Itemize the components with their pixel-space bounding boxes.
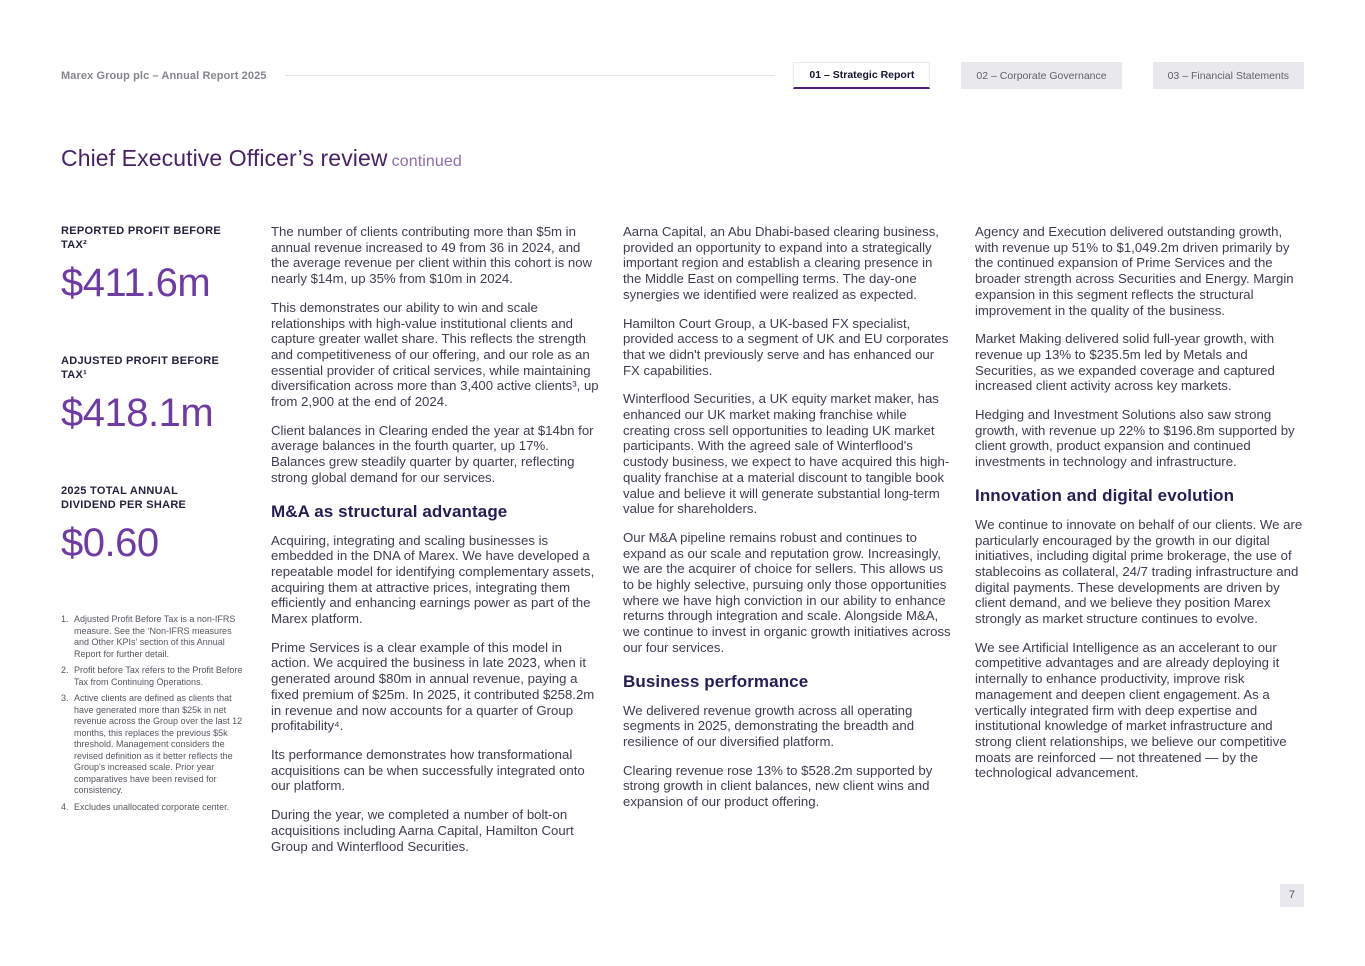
paragraph: Clearing revenue rose 13% to $528.2m supported by strong growth in client balances, new client wins and expansion of our product offering. (623, 762, 933, 810)
stat-value: $418.1m (61, 391, 214, 435)
text-column-2 (623, 224, 951, 867)
paragraph: Prime Services is a clear example of this model in action. We acquired the business in late 2023, when it generated around $80m in annual revenue, paying a fixed premium of $25m. In 2025, it contributed $258.2m in revenue and now accounts for a quarter of Group profitability⁴. (271, 639, 595, 734)
section-tabs (793, 62, 1304, 89)
stat-label: ADJUSTED PROFIT BEFORE TAX¹ (61, 355, 220, 381)
tab-strategic-report[interactable]: 01 – Strategic Report (793, 62, 930, 89)
stat-reported-profit (61, 224, 247, 304)
paragraph: Market Making delivered solid full-year growth, with revenue up 13% to $235.5m led by Metals and Securities, as we expanded coverage and captured increased client activity across key markets. (975, 331, 1275, 394)
stat-value: $411.6m (61, 261, 211, 305)
section-heading-business-performance: Business performance (623, 671, 809, 691)
paragraph: Hedging and Investment Solutions also saw strong growth, with revenue up 22% to $196.8m supported by client growth, product expansion and continued investments in technology and infrastructure. (975, 407, 1295, 470)
paragraph: We continue to innovate on behalf of our clients. We are particularly encouraged by the growth in our digital initiatives, including digital prime brokerage, the use of stablecoins as collateral, 24/7 trading infrastructure and digital payments. These developments are driven by client demand, and we believe they position Marex strongly as market structure continues to evolve. (975, 516, 1303, 627)
footnote-text: Excludes unallocated corporate center. (74, 801, 230, 812)
paragraph: Client balances in Clearing ended the year at $14bn for average balances in the fourth quarter, up 17%. Balances grew steadily quarter by quarter, reflecting strong global demand for our services. (271, 422, 594, 485)
footnote-text: Active clients are defined as clients that have generated more than $25k in net revenue across the Group over the last 12 months, this replaces the previous $5k threshold. Management considers the revised definition as it better reflects the Group's increased scale. Prior year comparatives have been revised for consistency. (74, 693, 243, 795)
footnote-1 (61, 614, 247, 660)
footnote-number: 4. (61, 801, 69, 812)
footnote-text: Adjusted Profit Before Tax is a non-IFRS measure. See the ‘Non-IFRS measures and Other KPIs’ section of this Annual Report for further detail. (74, 614, 236, 659)
paragraph: We see Artificial Intelligence as an accelerant to our competitive advantages and are already deploying it internally to enhance productivity, improve risk management and deepen client engagement. As a vertically integrated firm with deep expertise and institutional knowledge of market infrastructure and strong client relationships, we believe our competitive moats are reinforced — not threatened — by the technological advancement. (975, 639, 1287, 781)
section-heading-innovation-digital-evolution: Innovation and digital evolution (975, 485, 1235, 505)
paragraph: During the year, we completed a number of bolt-on acquisitions including Aarna Capital, Hamilton Court Group and Winterflood Securities. (271, 807, 574, 854)
footnote-2 (61, 665, 247, 688)
section-heading-ma-structural-advantage: M&A as structural advantage (271, 501, 508, 521)
page-title-suffix: continued (391, 153, 462, 170)
page-title-main: Chief Executive Officer’s review (61, 145, 388, 171)
stat-label: REPORTED PROFIT BEFORE TAX² (61, 225, 221, 251)
paragraph: This demonstrates our ability to win and scale relationships with high-value institutional clients and capture greater wallet share. This reflects the strength and competitiveness of our offering, and our role as an essential provider of critical services, while maintaining diversification across more than 3,400 active clients³, up from 2,900 at the end of 2024. (271, 299, 599, 410)
content-grid (61, 224, 1304, 867)
paragraph: Hamilton Court Group, a UK-based FX specialist, provided access to a segment of UK and EU corporates that we didn't previously serve and has enhanced our FX capabilities. (623, 315, 949, 378)
paragraph: Aarna Capital, an Abu Dhabi-based clearing business, provided an opportunity to expand into a strategically important region and establish a clearing presence in the Middle East on compelling terms. The day-one synergies we identified were realized as expected. (623, 224, 939, 302)
page-number: 7 (1280, 884, 1304, 907)
page-title (61, 145, 1304, 172)
stat-value: $0.60 (61, 521, 159, 565)
paragraph: Our M&A pipeline remains robust and continues to expand as our scale and reputation grow. Increasingly, we are the acquirer of choice for sellers. This allows us to be highly selective, pursuing only those opportunities where we have high conviction in our ability to enhance returns through integration and scale. Alongside M&A, we continue to invest in organic growth initiatives across our four services. (623, 529, 951, 655)
footnote-number: 3. (61, 693, 69, 703)
header (61, 62, 1304, 89)
footnote-number: 1. (61, 614, 69, 624)
footnotes (61, 614, 247, 813)
footnote-text: Profit before Tax refers to the Profit Before Tax from Continuing Operations. (74, 665, 243, 687)
paragraph: Winterflood Securities, a UK equity market maker, has enhanced our UK market making franchise while creating cross sell opportunities to leading UK market participants. With the agreed sale of Winterflood's custody business, we expect to have acquired this high-quality franchise at a material discount to tangible book value and believe it will generate substantial long-term value for shareholders. (623, 391, 950, 517)
footnote-4 (61, 802, 247, 814)
paragraph: Acquiring, integrating and scaling businesses is embedded in the DNA of Marex. We have developed a repeatable model for identifying complementary assets, acquiring them at attractive prices, integrating them efficiently and enhancing earnings power as part of the Marex platform. (271, 532, 595, 627)
report-title: Marex Group plc – Annual Report 2025 (61, 69, 267, 82)
stat-dividend-per-share (61, 484, 247, 564)
tab-corporate-governance[interactable]: 02 – Corporate Governance (961, 62, 1121, 89)
header-divider (285, 75, 776, 76)
tab-financial-statements[interactable]: 03 – Financial Statements (1153, 62, 1304, 89)
paragraph: Its performance demonstrates how transformational acquisitions can be when successfully integrated onto our platform. (271, 746, 585, 794)
stats-sidebar (61, 224, 247, 867)
paragraph: The number of clients contributing more than $5m in annual revenue increased to 49 from 36 in 2024, and the average revenue per client within this cohort is now nearly $14m, up 35% from $10m in 2024. (271, 224, 593, 287)
stat-adjusted-profit (61, 354, 247, 434)
paragraph: Agency and Execution delivered outstanding growth, with revenue up 51% to $1,049.2m driven primarily by the continued expansion of Prime Services and the broader strength across Securities and Energy. Margin expansion in this segment reflects the structural improvement in the quality of the business. (975, 224, 1294, 318)
stat-label: 2025 TOTAL ANNUAL DIVIDEND PER SHARE (61, 485, 187, 511)
text-column-3 (975, 224, 1303, 867)
footnote-number: 2. (61, 665, 69, 675)
text-column-1 (271, 224, 599, 867)
footnote-3 (61, 693, 247, 797)
paragraph: We delivered revenue growth across all operating segments in 2025, demonstrating the breadth and resilience of our diversified platform. (623, 702, 915, 749)
